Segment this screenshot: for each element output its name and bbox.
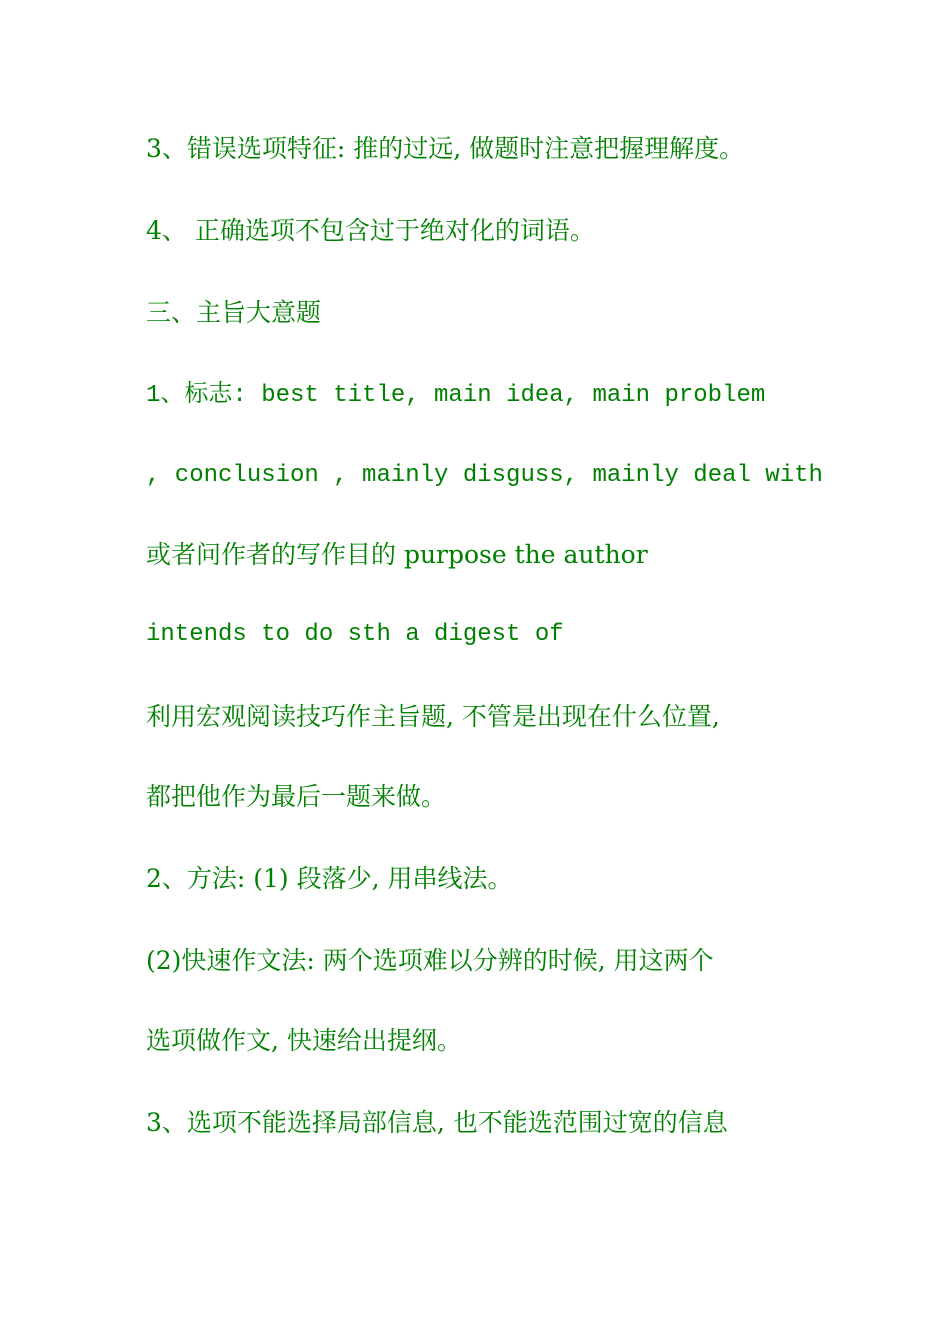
text-line-quick-composition: (2)快速作文法: 两个选项难以分辨的时候, 用这两个	[146, 946, 714, 975]
text-line-outline: 选项做作文, 快速给出提纲。	[146, 1026, 462, 1055]
text-line-no-partial-info: 3、选项不能选择局部信息, 也不能选范围过宽的信息	[146, 1108, 728, 1137]
text-line-markers: 1、标志: best title, main idea, main problem	[146, 382, 766, 409]
text-line-wrong-option-feature: 3、错误选项特征: 推的过远, 做题时注意把握理解度。	[146, 134, 745, 163]
text-line-do-last: 都把他作为最后一题来做。	[146, 782, 447, 811]
text-line-author-purpose: 或者问作者的写作目的 purpose the author	[146, 540, 648, 569]
text-line-macro-reading: 利用宏观阅读技巧作主旨题, 不管是出现在什么位置,	[146, 702, 720, 731]
text-line-method: 2、方法: (1) 段落少, 用串线法。	[146, 864, 513, 893]
section-heading-main-idea: 三、主旨大意题	[146, 298, 322, 327]
text-line-markers-continued: , conclusion , mainly disguss, mainly deal with	[146, 462, 823, 489]
text-line-intends: intends to do sth a digest of	[146, 621, 564, 648]
text-line-correct-option: 4、 正确选项不包含过于绝对化的词语。	[146, 216, 595, 245]
